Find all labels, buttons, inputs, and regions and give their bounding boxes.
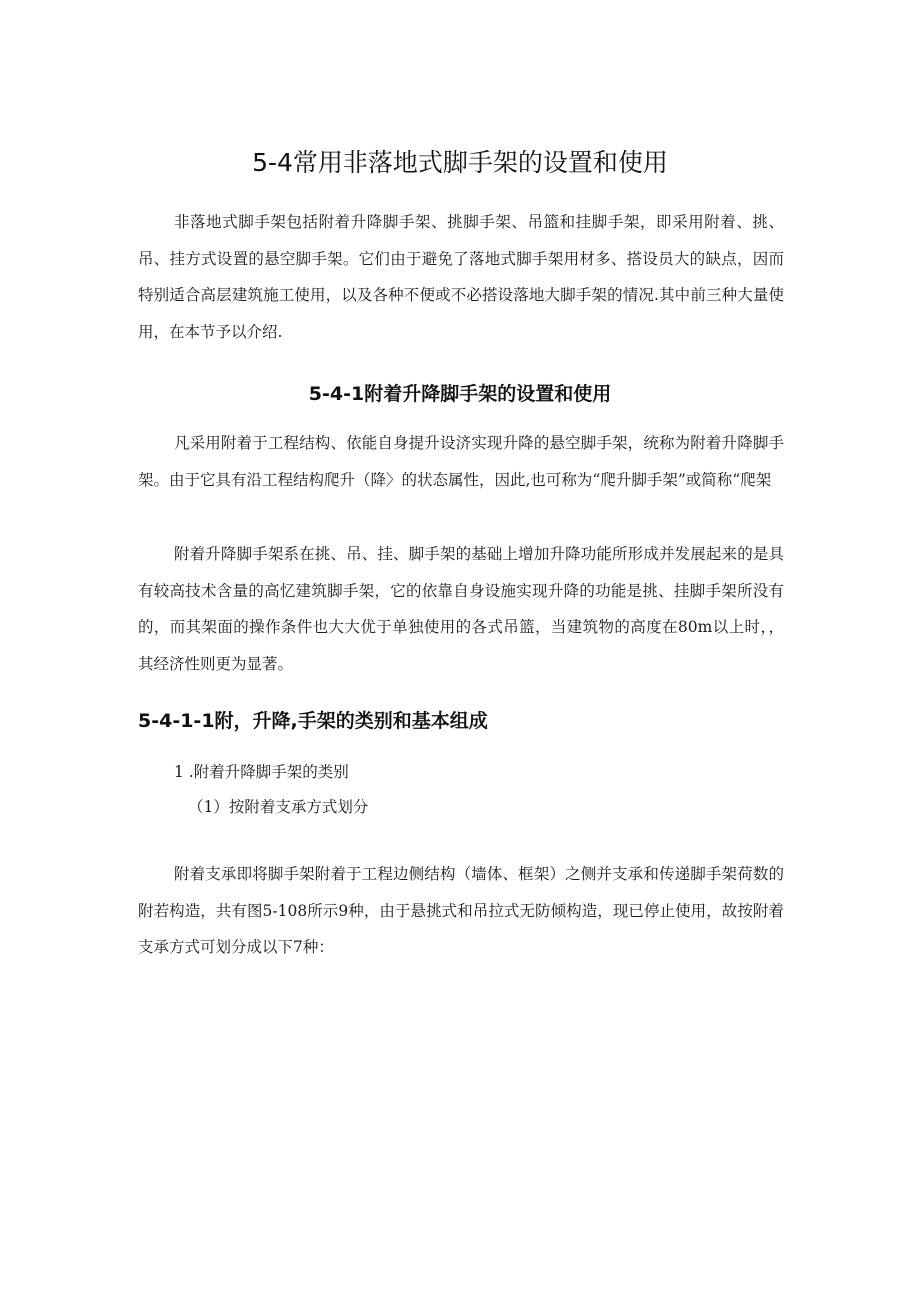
section-paragraph-1: 凡采用附着于工程结构、依能自身提升设济实现升降的悬空脚手架，统称为附着升降脚手架。由于它具有沿工程结构爬升（降〉的状态属性，因此,也可称为“爬升脚手架”或简称“爬架 (138, 434, 784, 489)
subsection-heading: 5-4-1-1附，升降,手架的类别和基本组成 (138, 710, 488, 732)
list-item-category: 1 .附着升降脚手架的类别 (174, 763, 349, 781)
section-heading: 5-4-1附着升降脚手架的设置和使用 (308, 383, 612, 405)
page-title: 5-4常用非落地式脚手架的设置和使用 (252, 148, 668, 177)
list-item-subcategory: （1）按附着支承方式划分 (188, 798, 369, 816)
subsection-paragraph: 附着支承即将脚手架附着于工程边侧结构（墙体、框架）之侧并支承和传递脚手架荷数的附若构造，共有图5-108所示9种，由于悬挑式和吊拉式无防倾构造，现已停止使用，故按附着支承方式可划分成以下7种： (138, 865, 784, 956)
intro-paragraph: 非落地式脚手架包括附着升降脚手架、挑脚手架、吊篮和挂脚手架，即采用附着、挑、吊、挂方式设置的悬空脚手架。它们由于避免了落地式脚手架用材多、搭设员大的缺点，因而特别适合高层建筑施工使用，以及各种不便或不必搭设落地大脚手架的情况.其中前三种大量使用，在本节予以介绍. (138, 213, 784, 341)
section-paragraph-2: 附着升降脚手架系在挑、吊、挂、脚手架的基础上增加升降功能所形成并发展起来的是具有较高技术含量的高忆建筑脚手架，它的依靠自身设施实现升降的功能是挑、挂脚手架所没有的，而其架面的操作条件也大大优于单独使用的各式吊篮，当建筑物的高度在80m以上时，，其经济性则更为显著。 (138, 545, 784, 673)
